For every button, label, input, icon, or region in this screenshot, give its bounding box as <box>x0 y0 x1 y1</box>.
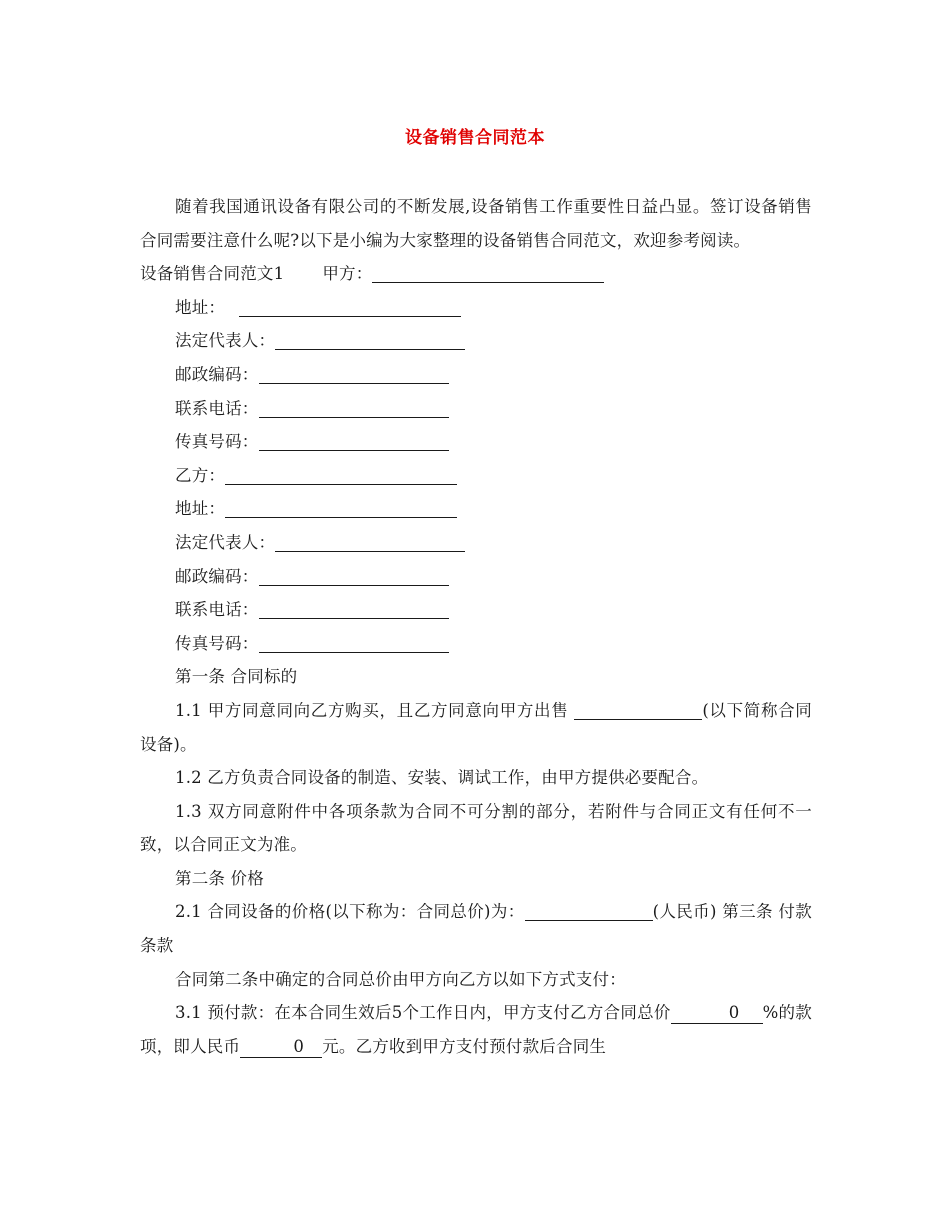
field-label: 传真号码： <box>175 633 259 653</box>
field-label: 地址： <box>175 499 226 519</box>
article-2-heading: 第二条 价格 <box>175 868 264 888</box>
document-title: 设备销售合同范本 <box>405 128 545 148</box>
party-b-postcode-field <box>140 560 812 594</box>
field-label: 地址： <box>175 297 226 317</box>
field-blank <box>259 432 449 451</box>
field-blank <box>259 567 449 586</box>
field-label: 联系电话： <box>175 398 259 418</box>
field-blank <box>259 365 449 384</box>
field-blank <box>275 533 465 552</box>
field-blank <box>239 298 461 317</box>
clause-text: (人民币) 第三条 付款条款 <box>140 902 812 956</box>
intro-paragraph: 随着我国通讯设备有限公司的不断发展,设备销售工作重要性日益凸显。签订设备销售合同需要注意什么呢?以下是小编为大家整理的设备销售合同范文，欢迎参考阅读。 <box>140 197 812 250</box>
sample-heading-line <box>140 257 812 291</box>
party-a-phone-field <box>140 392 812 426</box>
article-3-intro: 合同第二条中确定的合同总价由甲方向乙方以如下方式支付： <box>175 969 626 989</box>
clause-text: 1.1 甲方同意同向乙方购买，且乙方同意向甲方出售 <box>175 700 575 720</box>
field-label: 传真号码： <box>175 432 259 452</box>
clause-1-2: 1.2 乙方负责合同设备的制造、安装、调试工作，由甲方提供必要配合。 <box>175 768 709 788</box>
field-label: 邮政编码： <box>175 364 259 384</box>
party-b-field <box>140 459 812 493</box>
field-label: 法定代表人： <box>175 331 276 351</box>
clause-text: %的款项，即人民币 <box>140 1003 812 1056</box>
clause-text: 元。乙方收到甲方支付预付款后合同生 <box>322 1036 607 1056</box>
party-b-blank <box>225 466 457 485</box>
party-b-label: 乙方： <box>175 465 226 485</box>
party-a-postcode-field <box>140 358 812 392</box>
clause-text: (以下简称合同设备)。 <box>140 700 812 754</box>
price-blank <box>525 902 653 921</box>
party-b-address-field <box>140 492 812 526</box>
party-a-address-field <box>140 291 812 325</box>
sample-heading: 设备销售合同范文1 <box>140 264 285 284</box>
field-label: 法定代表人： <box>175 532 276 552</box>
article-1-heading: 第一条 合同标的 <box>175 667 298 687</box>
clause-2-1 <box>140 895 812 962</box>
party-a-fax-field <box>140 425 812 459</box>
amount-value: 0 <box>240 1037 322 1058</box>
percent-value: 0 <box>671 1003 763 1024</box>
field-label: 邮政编码： <box>175 566 259 586</box>
field-blank <box>259 634 449 653</box>
party-a-blank <box>372 264 604 283</box>
field-blank <box>225 499 457 518</box>
party-b-legal-rep-field <box>140 526 812 560</box>
equipment-blank <box>574 701 702 720</box>
clause-text: 3.1 预付款：在本合同生效后5个工作日内，甲方支付乙方合同总价 <box>175 1003 671 1023</box>
field-blank <box>259 600 449 619</box>
clause-1-3: 1.3 双方同意附件中各项条款为合同不可分割的部分，若附件与合同正文有任何不一致，以合同正文为准。 <box>140 801 812 855</box>
party-a-legal-rep-field <box>140 324 812 358</box>
clause-text: 2.1 合同设备的价格(以下称为：合同总价)为： <box>175 902 525 922</box>
document-body <box>140 190 812 1063</box>
field-blank <box>259 399 449 418</box>
field-blank <box>275 331 465 350</box>
clause-3-1 <box>140 996 812 1063</box>
party-b-fax-field <box>140 627 812 661</box>
party-a-label: 甲方： <box>322 264 373 284</box>
party-b-phone-field <box>140 593 812 627</box>
clause-1-1 <box>140 694 812 761</box>
field-label: 联系电话： <box>175 600 259 620</box>
